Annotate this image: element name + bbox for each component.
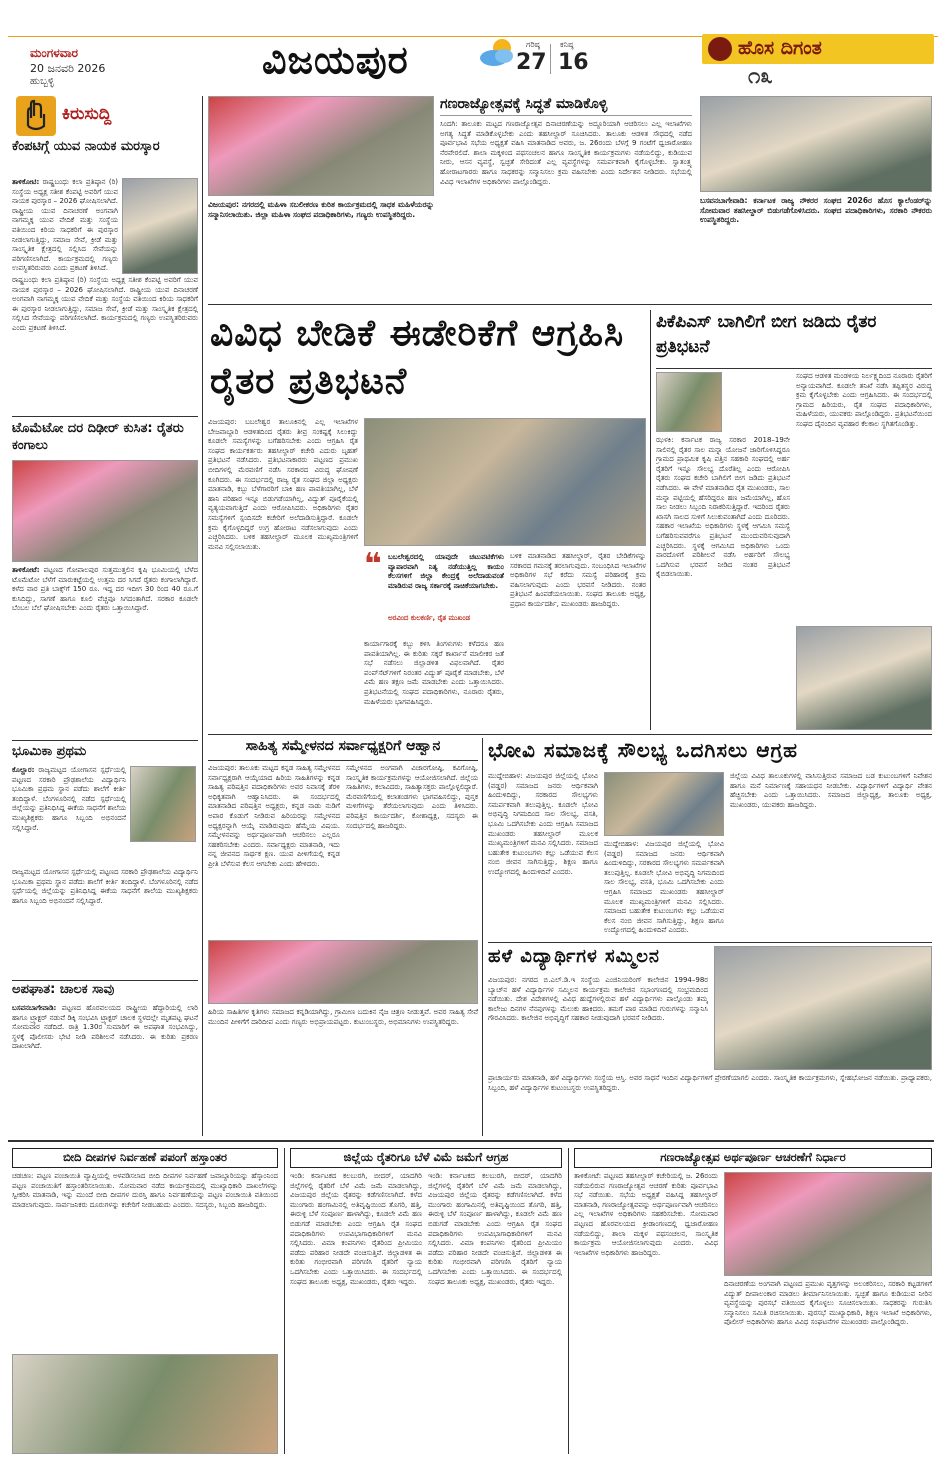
bagewadi-caption: ಬಸವನಬಾಗೇವಾಡಿ: ಕರ್ನಾಟಕ ರಾಜ್ಯ ನೌಕರರ ಸಂಘದ 2026ರ ಹೊಸ ಕ್ಯಾಲೆಂಡರ್‌ನ್ನು ಸೋಮವಾರ ತಹಸೀಲ್ದಾರ್ ಬಿಡುಗಡೆಗೊಳಿಸಿದರು. ಸಂಘದ ಪದಾಧಿಕಾರಿಗಳು, ಸರಕಾರಿ ನೌಕರರು ಉಪಸ್ಥಿತರಿದ್ದರು. [700, 196, 932, 225]
kiru-item-3-body [12, 766, 126, 866]
kiru-item-1-photo [122, 178, 198, 274]
kiru-item-4-body [12, 1004, 198, 1134]
pkps-photo-2 [796, 626, 932, 730]
kiru-item-4-head: ಅಪಘಾತ: ಚಾಲಕ ಸಾವು [12, 982, 115, 997]
beedi-body: ಚಡಚಣ: ಪಟ್ಟಣ ಪಂಚಾಯಿತಿ ವ್ಯಾಪ್ತಿಯಲ್ಲಿ ಅಳವಡಿಸಲಾದ ಬೀದಿ ದೀಪಗಳ ನಿರ್ವಹಣೆ ಜವಾಬ್ದಾರಿಯನ್ನು ಹೆಸ್ಕಾಂನಿಂದ ಪಟ್ಟಣ ಪಂಚಾಯಿತಿಗೆ ಹಸ್ತಾಂತರಿಸಲಾಯಿತು. ಸೋಮವಾರ ನಡೆದ ಕಾರ್ಯಕ್ರಮದಲ್ಲಿ ಮುಖ್ಯಾಧಿಕಾರಿ ದಾಖಲೆಗಳನ್ನು ಸ್ವೀಕರಿಸಿ ಮಾತನಾಡಿ, ಇನ್ನು ಮುಂದೆ ಬೀದಿ ದೀಪಗಳ ದುರಸ್ತಿ ಹಾಗೂ ನಿರ್ವಹಣೆಯನ್ನು ಪಟ್ಟಣ ಪಂಚಾಯಿತಿ ವತಿಯಿಂದ ಮಾಡಲಾಗುವುದು. ಸಾರ್ವಜನಿಕರು ದೂರುಗಳನ್ನು ಕಚೇರಿಗೆ ನೀಡಬಹುದು ಎಂದರು. ಸದಸ್ಯರು, ಸಿಬ್ಬಂದಿ ಹಾಜರಿದ್ದರು. [12, 1172, 278, 1209]
kiru-item-1-head: ಕೆಂಪಟಿಗ್ಗೆ ಯುವ ನಾಯಕ ಮರಸ್ಕಾರ [12, 139, 160, 154]
weather-icon [476, 36, 520, 68]
beedi-headline: ಬೀದಿ ದೀಪಗಳ ನಿರ್ವಹಣೆ ಪಪಂಗೆ ಹಸ್ತಾಂತರ [12, 1148, 278, 1168]
bhovi-photo [604, 772, 724, 836]
masthead-city: ಹುಬ್ಬಳ್ಳಿ [30, 76, 55, 87]
kiru-item-2-text: ಪಟ್ಟಣದ ಗೋಪಾಲಪುರ ಸುತ್ತಮುತ್ತಲಿನ ಕೃಷಿ ಭೂಮಿಯಲ್ಲಿ ಬೆಳೆದ ಟೊಮೆಟೋ ಬೆಳೆಗೆ ಮಾರುಕಟ್ಟೆಯಲ್ಲಿ ಉತ್ತಮ ದರ ಸಿಗದೆ ರೈತರು ಕಂಗಾಲಾಗಿದ್ದಾರೆ. ಕಳೆದ ವಾರ ಪ್ರತಿ ಬಾಕ್ಸ್‌ಗೆ 150 ರೂ. ಇದ್ದ ದರ ಇದೀಗ 30 ರಿಂದ 40 ರೂ.ಗೆ ಕುಸಿದಿದ್ದು, ಸಾಗಣೆ ಹಾಗೂ ಕೂಲಿ ವೆಚ್ಚವೂ ಸಿಗದಂತಾಗಿದೆ. ಸರಕಾರ ಕೂಡಲೇ ಬೆಂಬಲ ಬೆಲೆ ಘೋಷಿಸಬೇಕು ಎಂದು ರೈತರು ಒತ್ತಾಯಿಸಿದ್ದಾರೆ. [12, 566, 198, 613]
kiru-item-3-body-cont [12, 868, 198, 978]
lead-quote [364, 547, 504, 636]
masthead [0, 0, 945, 88]
min-temp-label: ಕನಿಷ್ಠ [560, 40, 574, 49]
hale-photo [714, 946, 932, 1070]
lead-col3: ಬಳಿಕ ಮಾತನಾಡಿದ ತಹಸೀಲ್ದಾರ್, ರೈತರ ಬೇಡಿಕೆಗಳನ್ನು ಸರಕಾರದ ಗಮನಕ್ಕೆ ತರಲಾಗುವುದು. ಸಂಬಂಧಿಸಿದ ಇಲಾಖೆಗಳ ಅಧಿಕಾರಿಗಳ ಸಭೆ ಕರೆದು ಸಮಸ್ಯೆ ಪರಿಹಾರಕ್ಕೆ ಕ್ರಮ ವಹಿಸಲಾಗುವುದು ಎಂದು ಭರವಸೆ ನೀಡಿದರು. ನಂತರ ಪ್ರತಿಭಟನೆ ಹಿಂಪಡೆಯಲಾಯಿತು. ಸಂಘದ ತಾಲೂಕು ಅಧ್ಯಕ್ಷ, ಪ್ರಧಾನ ಕಾರ್ಯದರ್ಶಿ, ಮುಖಂಡರು ಹಾಜರಿದ್ದರು. [510, 552, 646, 608]
women-photo [208, 96, 434, 196]
kiru-item-1-place: ತಾಳಿಕೋಟಿ: [12, 178, 40, 186]
kiru-header [16, 96, 196, 136]
bhovi-headline: ಭೋವಿ ಸಮಾಜಕ್ಕೆ ಸೌಲಭ್ಯ ಒದಗಿಸಲು ಆಗ್ರಹ [488, 738, 798, 762]
kiru-item-4-text: ಪಟ್ಟಣದ ಹೊರವಲಯದ ರಾಷ್ಟ್ರೀಯ ಹೆದ್ದಾರಿಯಲ್ಲಿ ಲಾರಿ ಹಾಗೂ ಟ್ರ್ಯಾಕ್ಟರ್ ನಡುವೆ ಡಿಕ್ಕಿ ಸಂಭವಿಸಿ ಟ್ರ್ಯಾಕ್ಟರ್ ಚಾಲಕ ಸ್ಥಳದಲ್ಲೇ ಮೃತಪಟ್ಟ ಘಟನೆ ಸೋಮವಾರ ನಡೆದಿದೆ. ರಾತ್ರಿ 1.30ರ ಸುಮಾರಿಗೆ ಈ ಅಪಘಾತ ಸಂಭವಿಸಿದ್ದು, ಸ್ಥಳಕ್ಕೆ ಪೊಲೀಸರು ಭೇಟಿ ನೀಡಿ ಪರಿಶೀಲನೆ ನಡೆಸಿದರು. ಈ ಕುರಿತು ಪ್ರಕರಣ ದಾಖಲಾಗಿದೆ. [12, 1004, 198, 1051]
paper-logo [702, 34, 934, 64]
kiru-item-2-body [12, 566, 198, 738]
max-temp: 27 [516, 50, 547, 75]
kiru-item-1-body [12, 178, 118, 274]
quote-icon: ❝ [364, 547, 382, 582]
kiru-item-3-text-cont: ರಾಜ್ಯಮಟ್ಟದ ಯೋಗಾಸನ ಸ್ಪರ್ಧೆಯಲ್ಲಿ ಪಟ್ಟಣದ ಸರಕಾರಿ ಪ್ರೌಢಶಾಲೆಯ ವಿದ್ಯಾರ್ಥಿನಿ ಭೂಮಿಕಾ ಪ್ರಥಮ ಸ್ಥಾನ ಪಡೆದು ಶಾಲೆಗೆ ಕೀರ್ತಿ ತಂದಿದ್ದಾಳೆ. ಬೆಂಗಳೂರಿನಲ್ಲಿ ನಡೆದ ಸ್ಪರ್ಧೆಯಲ್ಲಿ ಜಿಲ್ಲೆಯನ್ನು ಪ್ರತಿನಿಧಿಸಿದ್ದ ಈಕೆಯ ಸಾಧನೆಗೆ ಶಾಲೆಯ ಮುಖ್ಯಶಿಕ್ಷಕರು ಹಾಗೂ ಸಿಬ್ಬಂದಿ ಅಭಿನಂದನೆ ಸಲ್ಲಿಸಿದ್ದಾರೆ. [12, 868, 198, 905]
gana2-body: ತಾಳಿಕೋಟೆ: ಪಟ್ಟಣದ ತಹಸೀಲ್ದಾರ್ ಕಚೇರಿಯಲ್ಲಿ ಜ. 26ರಂದು ನಡೆಯಲಿರುವ ಗಣರಾಜ್ಯೋತ್ಸವ ಆಚರಣೆ ಕುರಿತು ಪೂರ್ವಭಾವಿ ಸಭೆ ನಡೆಯಿತು. ಸಭೆಯ ಅಧ್ಯಕ್ಷತೆ ವಹಿಸಿದ್ದ ತಹಸೀಲ್ದಾರ್ ಮಾತನಾಡಿ, ಗಣರಾಜ್ಯೋತ್ಸವವನ್ನು ಅರ್ಥಪೂರ್ಣವಾಗಿ ಆಚರಿಸಲು ಎಲ್ಲ ಇಲಾಖೆಗಳ ಅಧಿಕಾರಿಗಳು ಸಹಕರಿಸಬೇಕು. ಸೋಮವಾರ ಪಟ್ಟಣದ ಹೊರವಲಯದ ಕ್ರೀಡಾಂಗಣದಲ್ಲಿ ಧ್ವಜಾರೋಹಣ ನಡೆಯಲಿದ್ದು, ಶಾಲಾ ಮಕ್ಕಳ ಪಥಸಂಚಲನ, ಸಾಂಸ್ಕೃತಿಕ ಕಾರ್ಯಕ್ರಮ ಆಯೋಜಿಸಲಾಗುವುದು ಎಂದರು. ವಿವಿಧ ಇಲಾಖೆಗಳ ಅಧಿಕಾರಿಗಳು ಹಾಜರಿದ್ದರು. [574, 1172, 718, 1257]
min-temp: 16 [558, 50, 589, 75]
bhovi-body: ಮುದ್ದೇಬಿಹಾಳ: ವಿಜಯಪುರ ಜಿಲ್ಲೆಯಲ್ಲಿ ಭೋವಿ (ವಡ್ಡರ) ಸಮಾಜದ ಜನರು ಆರ್ಥಿಕವಾಗಿ ಹಿಂದುಳಿದಿದ್ದು, ಸರಕಾರದ ಸೌಲಭ್ಯಗಳು ಸಮರ್ಪಕವಾಗಿ ತಲುಪುತ್ತಿಲ್ಲ. ಕೂಡಲೇ ಭೋವಿ ಅಭಿವೃದ್ಧಿ ನಿಗಮದಿಂದ ಸಾಲ ಸೌಲಭ್ಯ, ವಸತಿ, ಭೂಮಿ ಒದಗಿಸಬೇಕು ಎಂದು ಆಗ್ರಹಿಸಿ ಸಮಾಜದ ಮುಖಂಡರು ತಹಸೀಲ್ದಾರ್ ಮೂಲಕ ಮುಖ್ಯಮಂತ್ರಿಗಳಿಗೆ ಮನವಿ ಸಲ್ಲಿಸಿದರು. ಸಮಾಜದ ಬಹುತೇಕ ಕುಟುಂಬಗಳು ಕಲ್ಲು ಒಡೆಯುವ ಕೆಲಸ ನಂಬಿ ಜೀವನ ಸಾಗಿಸುತ್ತಿದ್ದು, ಶಿಕ್ಷಣ ಹಾಗೂ ಉದ್ಯೋಗದಲ್ಲಿ ಹಿಂದುಳಿದಿವೆ ಎಂದರು. [488, 772, 598, 876]
hand-icon [16, 96, 56, 136]
lead-col2: ಕಾರ್ಯಾಗಾರಕ್ಕೆ ಕಬ್ಬು ಕಳಿಸಿ ತಿಂಗಳುಗಳು ಕಳೆದರೂ ಹಣ ಪಾವತಿಯಾಗಿಲ್ಲ. ಈ ಕುರಿತು ಸಕ್ಕರೆ ಕಾರ್ಖಾನೆ ಮಾಲೀಕರ ಜತೆ ಸಭೆ ನಡೆಸಲು ಜಿಲ್ಲಾಡಳಿತ ವಿಫಲವಾಗಿದೆ. ರೈತರ ಪಂಪ್‌ಸೆಟ್‌ಗಳಿಗೆ ನಿರಂತರ ವಿದ್ಯುತ್ ಪೂರೈಕೆ ಮಾಡಬೇಕು, ಬೆಳೆ ವಿಮೆ ಹಣ ತಕ್ಷಣ ಜಮೆ ಮಾಡಬೇಕು ಎಂದು ಒತ್ತಾಯಿಸಿದರು. ಪ್ರತಿಭಟನೆಯಲ್ಲಿ ಸಂಘದ ಪದಾಧಿಕಾರಿಗಳು, ನೂರಾರು ರೈತರು, ಮಹಿಳೆಯರು ಭಾಗವಹಿಸಿದ್ದರು. [364, 640, 504, 706]
kiru-item-2-place: ತಾಳಿಕೋಟೆ: [12, 566, 40, 574]
hale-body: ವಿಜಯಪುರ: ನಗರದ ಬಿ.ಎಲ್.ಡಿ.ಇ ಸಂಸ್ಥೆಯ ಎಂಜಿನಿಯರಿಂಗ್ ಕಾಲೇಜಿನ 1994–98ರ ಬ್ಯಾಚ್‌ನ ಹಳೆ ವಿದ್ಯಾರ್ಥಿಗಳ ಸಮ್ಮಿಲನ ಕಾರ್ಯಕ್ರಮ ಕಾಲೇಜಿನ ಸಭಾಂಗಣದಲ್ಲಿ ಸಂಭ್ರಮದಿಂದ ನಡೆಯಿತು. ದೇಶ ವಿದೇಶಗಳಲ್ಲಿ ವಿವಿಧ ಹುದ್ದೆಗಳಲ್ಲಿರುವ ಹಳೆ ವಿದ್ಯಾರ್ಥಿಗಳು ಪಾಲ್ಗೊಂಡು ತಮ್ಮ ಕಾಲೇಜು ದಿನಗಳ ನೆನಪುಗಳನ್ನು ಮೆಲುಕು ಹಾಕಿದರು. ತಮಗೆ ಪಾಠ ಮಾಡಿದ ಗುರುಗಳನ್ನು ಸನ್ಮಾನಿಸಿ ಗೌರವಿಸಿದರು. ಕಾಲೇಜಿನ ಅಭಿವೃದ್ಧಿಗೆ ಸಹಕಾರ ನೀಡುವುದಾಗಿ ಭರವಸೆ ನೀಡಿದರು. [488, 976, 708, 1023]
sahitya-headline: ಸಾಹಿತ್ಯ ಸಮ್ಮೇಳನದ ಸರ್ವಾಧ್ಯಕ್ಷರಿಗೆ ಆಹ್ವಾನ [245, 738, 441, 754]
kiru-item-1-text: ರಾಷ್ಟ್ರಬಂಧು ಕಲಾ ಪ್ರತಿಷ್ಠಾನ (ರಿ) ಸಂಸ್ಥೆಯ ಅಧ್ಯಕ್ಷ ಸತೀಶ ಕೆಂಪಟ್ಟಿ ಅವರಿಗೆ ಯುವ ನಾಯಕ ಪುರಸ್ಕಾರ – 2026 ಘೋಷಿಸಲಾಗಿದೆ. ರಾಷ್ಟ್ರೀಯ ಯುವ ದಿನಾಚರಣೆ ಅಂಗವಾಗಿ ನಾಗಮ್ಮಕ್ಕ ಯುವ ವೇದಿಕೆ ಮತ್ತು ಸಂಸ್ಥೆಯ ವತಿಯಿಂದ ಕಿರಿಯ ಸಾಧಕರಿಗೆ ಈ ಪುರಸ್ಕಾರ ನೀಡಲಾಗುತ್ತಿದ್ದು, ಸಮಾಜ ಸೇವೆ, ಕ್ರೀಡೆ ಮತ್ತು ಸಾಂಸ್ಕೃತಿಕ ಕ್ಷೇತ್ರದಲ್ಲಿ ಸಲ್ಲಿಸಿದ ಸೇವೆಯನ್ನು ಪರಿಗಣಿಸಲಾಗಿದೆ. ಕಾರ್ಯಕ್ರಮದಲ್ಲಿ ಗಣ್ಯರು ಉಪಸ್ಥಿತರಿರುವರು ಎಂದು ಪ್ರಕಟಣೆ ತಿಳಿಸಿದೆ. [12, 178, 118, 273]
gana2-body2: ದಿನಾಚರಣೆಯ ಅಂಗವಾಗಿ ಪಟ್ಟಣದ ಪ್ರಮುಖ ವೃತ್ತಗಳನ್ನು ಅಲಂಕರಿಸಲು, ಸರಕಾರಿ ಕಟ್ಟಡಗಳಿಗೆ ವಿದ್ಯುತ್ ದೀಪಾಲಂಕಾರ ಮಾಡಲು ತೀರ್ಮಾನಿಸಲಾಯಿತು. ಸ್ವಚ್ಛತೆ ಹಾಗೂ ಕುಡಿಯುವ ನೀರಿನ ವ್ಯವಸ್ಥೆಯನ್ನು ಪುರಸಭೆ ವತಿಯಿಂದ ಕೈಗೊಳ್ಳಲು ಸೂಚಿಸಲಾಯಿತು. ಸಾಧಕರನ್ನು ಗುರುತಿಸಿ ಸನ್ಮಾನಿಸಲು ಸಮಿತಿ ರಚಿಸಲಾಯಿತು. ಪುರಸಭೆ ಮುಖ್ಯಾಧಿಕಾರಿ, ಶಿಕ್ಷಣ ಇಲಾಖೆ ಅಧಿಕಾರಿಗಳು, ಪೊಲೀಸ್ ಅಧಿಕಾರಿಗಳು ಹಾಗೂ ವಿವಿಧ ಸಂಘಟನೆಗಳ ಮುಖಂಡರು ಪಾಲ್ಗೊಂಡಿದ್ದರು. [724, 1280, 932, 1327]
page-number: ೧೩ [748, 64, 773, 89]
hale-body2: ಪ್ರಾಚಾರ್ಯರು ಮಾತನಾಡಿ, ಹಳೆ ವಿದ್ಯಾರ್ಥಿಗಳು ಸಂಸ್ಥೆಯ ಆಸ್ತಿ. ಅವರ ಸಾಧನೆ ಇಂದಿನ ವಿದ್ಯಾರ್ಥಿಗಳಿಗೆ ಪ್ರೇರಣೆಯಾಗಲಿ ಎಂದರು. ಸಾಂಸ್ಕೃತಿಕ ಕಾರ್ಯಕ್ರಮಗಳು, ಸ್ನೇಹಭೋಜನ ನಡೆಯಿತು. ಪ್ರಾಧ್ಯಾಪಕರು, ಸಿಬ್ಬಂದಿ, ಹಳೆ ವಿದ್ಯಾರ್ಥಿಗಳ ಕುಟುಂಬಸ್ಥರು ಉಪಸ್ಥಿತರಿದ್ದರು. [488, 1074, 932, 1092]
lead-quote-by: ಅರವಿಂದ ಕುಲಕರ್ಣಿ, ರೈತ ಮುಖಂಡ [388, 614, 471, 622]
sahitya-photo [208, 940, 478, 1004]
pkps-body2: ಸಂಘದ ಆಡಳಿತ ಮಂಡಳಿಯ ನಿರ್ಲಕ್ಷ್ಯದಿಂದ ನೂರಾರು ರೈತರಿಗೆ ಅನ್ಯಾಯವಾಗಿದೆ. ಕೂಡಲೇ ತನಿಖೆ ನಡೆಸಿ ತಪ್ಪಿತಸ್ಥರ ವಿರುದ್ಧ ಕ್ರಮ ಕೈಗೊಳ್ಳಬೇಕು ಎಂದು ಆಗ್ರಹಿಸಿದರು. ಈ ಸಂದರ್ಭದಲ್ಲಿ ಗ್ರಾಮದ ಹಿರಿಯರು, ರೈತ ಸಂಘದ ಪದಾಧಿಕಾರಿಗಳು, ಮಹಿಳೆಯರು, ಯುವಕರು ಪಾಲ್ಗೊಂಡಿದ್ದರು. ಪ್ರತಿಭಟನೆಯಿಂದ ಸಂಘದ ದೈನಂದಿನ ವ್ಯವಹಾರ ಕೆಲಕಾಲ ಸ್ಥಗಿತಗೊಂಡಿತ್ತು. [796, 372, 932, 428]
bagewadi-photo [700, 96, 932, 192]
kiru-item-2-head: ಟೊಮೆಟೋ ದರ ದಿಢೀರ್ ಕುಸಿತ: ರೈತರು ಕಂಗಾಲು [12, 421, 184, 453]
kiru-item-3-text: ರಾಜ್ಯಮಟ್ಟದ ಯೋಗಾಸನ ಸ್ಪರ್ಧೆಯಲ್ಲಿ ಪಟ್ಟಣದ ಸರಕಾರಿ ಪ್ರೌಢಶಾಲೆಯ ವಿದ್ಯಾರ್ಥಿನಿ ಭೂಮಿಕಾ ಪ್ರಥಮ ಸ್ಥಾನ ಪಡೆದು ಶಾಲೆಗೆ ಕೀರ್ತಿ ತಂದಿದ್ದಾಳೆ. ಬೆಂಗಳೂರಿನಲ್ಲಿ ನಡೆದ ಸ್ಪರ್ಧೆಯಲ್ಲಿ ಜಿಲ್ಲೆಯನ್ನು ಪ್ರತಿನಿಧಿಸಿದ್ದ ಈಕೆಯ ಸಾಧನೆಗೆ ಶಾಲೆಯ ಮುಖ್ಯಶಿಕ್ಷಕರು ಹಾಗೂ ಸಿಬ್ಬಂದಿ ಅಭಿನಂದನೆ ಸಲ್ಲಿಸಿದ್ದಾರೆ. [12, 766, 126, 832]
beedi-photo [12, 1354, 278, 1454]
bhovi-body2: ಜಿಲ್ಲೆಯ ವಿವಿಧ ತಾಲೂಕುಗಳಲ್ಲಿ ವಾಸಿಸುತ್ತಿರುವ ಸಮಾಜದ ಬಡ ಕುಟುಂಬಗಳಿಗೆ ನಿವೇಶನ ಹಾಗೂ ಮನೆ ನಿರ್ಮಾಣಕ್ಕೆ ಸಹಾಯಧನ ನೀಡಬೇಕು. ವಿದ್ಯಾರ್ಥಿಗಳಿಗೆ ವಿದ್ಯಾರ್ಥಿ ವೇತನ ಹೆಚ್ಚಿಸಬೇಕು ಎಂದು ಒತ್ತಾಯಿಸಿದರು. ಸಮಾಜದ ಜಿಲ್ಲಾಧ್ಯಕ್ಷ, ತಾಲೂಕು ಅಧ್ಯಕ್ಷ, ಮುಖಂಡರು, ಯುವಕರು ಹಾಜರಿದ್ದರು. [730, 772, 932, 809]
gana-headline: ಗಣರಾಜ್ಯೋತ್ಸವಕ್ಕೆ ಸಿದ್ಧತೆ ಮಾಡಿಕೊಳ್ಳಿ [440, 96, 692, 116]
kiru-title: ಕಿರುಸುದ್ದಿ [62, 104, 112, 124]
pkps-photo-1 [656, 372, 722, 432]
sahitya-body: ವಿಜಯಪುರ: ತಾಲೂಕು ಮಟ್ಟದ ಕನ್ನಡ ಸಾಹಿತ್ಯ ಸಮ್ಮೇಳನದ ಸರ್ವಾಧ್ಯಕ್ಷರಾಗಿ ಆಯ್ಕೆಯಾದ ಹಿರಿಯ ಸಾಹಿತಿಗಳನ್ನು ಕನ್ನಡ ಸಾಹಿತ್ಯ ಪರಿಷತ್ತಿನ ಪದಾಧಿಕಾರಿಗಳು ಅವರ ನಿವಾಸಕ್ಕೆ ತೆರಳಿ ಅಧಿಕೃತವಾಗಿ ಆಹ್ವಾನಿಸಿದರು. ಈ ಸಂದರ್ಭದಲ್ಲಿ ಮಾತನಾಡಿದ ಪರಿಷತ್ತಿನ ಅಧ್ಯಕ್ಷರು, ಕನ್ನಡ ನಾಡು ನುಡಿಗೆ ಅಪಾರ ಕೊಡುಗೆ ನೀಡಿರುವ ಹಿರಿಯರನ್ನು ಸಮ್ಮೇಳನದ ಅಧ್ಯಕ್ಷರನ್ನಾಗಿ ಆಯ್ಕೆ ಮಾಡಿರುವುದು ಹೆಮ್ಮೆಯ ವಿಷಯ. ಸಮ್ಮೇಳನವನ್ನು ಅರ್ಥಪೂರ್ಣವಾಗಿ ಆಚರಿಸಲು ಎಲ್ಲರೂ ಸಹಕರಿಸಬೇಕು ಎಂದರು. ಸರ್ವಾಧ್ಯಕ್ಷರು ಮಾತನಾಡಿ, ಇದು ನನ್ನ ಜೀವನದ ಸಾರ್ಥಕ ಕ್ಷಣ. ಯುವ ಪೀಳಿಗೆಯಲ್ಲಿ ಕನ್ನಡ ಪ್ರೀತಿ ಬೆಳೆಸುವ ಕೆಲಸ ಆಗಬೇಕು ಎಂದು ಹೇಳಿದರು. [208, 764, 340, 868]
lead-photo [364, 418, 646, 546]
gana2-photo [724, 1172, 932, 1276]
kiru-item-3-place: ಕೊಲ್ಹಾರ: [12, 766, 35, 774]
jille-body-cont: ಇಂಡಿ: ಕರ್ನಾಟಕದ ಕಲಬುರಗಿ, ಬೀದರ್, ಯಾದಗಿರಿ ಜಿಲ್ಲೆಗಳಲ್ಲಿ ರೈತರಿಗೆ ಬೆಳೆ ವಿಮೆ ಜಮೆ ಮಾಡಲಾಗಿದ್ದು, ವಿಜಯಪುರ ಜಿಲ್ಲೆಯ ರೈತರನ್ನು ಕಡೆಗಣಿಸಲಾಗಿದೆ. ಕಳೆದ ಮುಂಗಾರು ಹಂಗಾಮಿನಲ್ಲಿ ಅತಿವೃಷ್ಟಿಯಿಂದ ತೊಗರಿ, ಹತ್ತಿ, ಈರುಳ್ಳಿ ಬೆಳೆ ಸಂಪೂರ್ಣ ಹಾಳಾಗಿದ್ದು, ಕೂಡಲೇ ವಿಮೆ ಹಣ ಬಿಡುಗಡೆ ಮಾಡಬೇಕು ಎಂದು ಆಗ್ರಹಿಸಿ ರೈತ ಸಂಘದ ಪದಾಧಿಕಾರಿಗಳು ಉಪವಿಭಾಗಾಧಿಕಾರಿಗಳಿಗೆ ಮನವಿ ಸಲ್ಲಿಸಿದರು. ವಿಮಾ ಕಂಪನಿಗಳು ರೈತರಿಂದ ಪ್ರೀಮಿಯಂ ಪಡೆದು ಪರಿಹಾರ ನೀಡದೇ ವಂಚಿಸುತ್ತಿವೆ. ಜಿಲ್ಲಾಡಳಿತ ಈ ಕುರಿತು ಗಂಭೀರವಾಗಿ ಪರಿಗಣಿಸಿ ರೈತರಿಗೆ ನ್ಯಾಯ ಒದಗಿಸಬೇಕು ಎಂದು ಒತ್ತಾಯಿಸಿದರು. ಈ ಸಂದರ್ಭದಲ್ಲಿ ಸಂಘದ ತಾಲೂಕು ಅಧ್ಯಕ್ಷ, ಮುಖಂಡರು, ರೈತರು ಇದ್ದರು. [428, 1172, 562, 1286]
kiru-column [12, 96, 198, 1014]
kiru-item-3-head: ಭೂಮಿಕಾ ಪ್ರಥಮ [12, 744, 87, 759]
pkps-headline: ಪಿಕೆಪಿಎಸ್ ಬಾಗಿಲಿಗೆ ಬೀಗ ಜಡಿದು ರೈತರ ಪ್ರತಿಭಟನೆ [656, 312, 877, 357]
bhovi-body-cont: ಮುದ್ದೇಬಿಹಾಳ: ವಿಜಯಪುರ ಜಿಲ್ಲೆಯಲ್ಲಿ ಭೋವಿ (ವಡ್ಡರ) ಸಮಾಜದ ಜನರು ಆರ್ಥಿಕವಾಗಿ ಹಿಂದುಳಿದಿದ್ದು, ಸರಕಾರದ ಸೌಲಭ್ಯಗಳು ಸಮರ್ಪಕವಾಗಿ ತಲುಪುತ್ತಿಲ್ಲ. ಕೂಡಲೇ ಭೋವಿ ಅಭಿವೃದ್ಧಿ ನಿಗಮದಿಂದ ಸಾಲ ಸೌಲಭ್ಯ, ವಸತಿ, ಭೂಮಿ ಒದಗಿಸಬೇಕು ಎಂದು ಆಗ್ರಹಿಸಿ ಸಮಾಜದ ಮುಖಂಡರು ತಹಸೀಲ್ದಾರ್ ಮೂಲಕ ಮುಖ್ಯಮಂತ್ರಿಗಳಿಗೆ ಮನವಿ ಸಲ್ಲಿಸಿದರು. ಸಮಾಜದ ಬಹುತೇಕ ಕುಟುಂಬಗಳು ಕಲ್ಲು ಒಡೆಯುವ ಕೆಲಸ ನಂಬಿ ಜೀವನ ಸಾಗಿಸುತ್ತಿದ್ದು, ಶಿಕ್ಷಣ ಹಾಗೂ ಉದ್ಯೋಗದಲ್ಲಿ ಹಿಂದುಳಿದಿವೆ ಎಂದರು. [604, 840, 724, 935]
jille-headline: ಜಿಲ್ಲೆಯ ರೈತರಿಗೂ ಬೆಳೆ ವಿಮೆ ಜಮೆಗೆ ಆಗ್ರಹ [290, 1148, 562, 1168]
lead-headline: ವಿವಿಧ ಬೇಡಿಕೆ ಈಡೇರಿಕೆಗೆ ಆಗ್ರಹಿಸಿ ರೈತರ ಪ್ರತಿಭಟನೆ [210, 313, 625, 402]
kiru-item-1-body-cont [12, 276, 198, 412]
sahitya-body2: ಸಮ್ಮೇಳನದ ಅಂಗವಾಗಿ ವಿಚಾರಗೋಷ್ಠಿ, ಕವಿಗೋಷ್ಠಿ, ಸಾಂಸ್ಕೃತಿಕ ಕಾರ್ಯಕ್ರಮಗಳನ್ನು ಆಯೋಜಿಸಲಾಗಿದೆ. ಜಿಲ್ಲೆಯ ಸಾಹಿತಿಗಳು, ಕಲಾವಿದರು, ಸಾಹಿತ್ಯಾಸಕ್ತರು ಪಾಲ್ಗೊಳ್ಳಲಿದ್ದಾರೆ. ಮೆರವಣಿಗೆಯಲ್ಲಿ ಕಲಾತಂಡಗಳು ಭಾಗವಹಿಸಲಿದ್ದು, ಪುಸ್ತಕ ಮಳಿಗೆಗಳನ್ನು ತೆರೆಯಲಾಗುವುದು ಎಂದು ತಿಳಿಸಿದರು. ಪರಿಷತ್ತಿನ ಕಾರ್ಯದರ್ಶಿ, ಕೋಶಾಧ್ಯಕ್ಷ, ಸದಸ್ಯರು ಈ ಸಂದರ್ಭದಲ್ಲಿ ಹಾಜರಿದ್ದರು. [346, 764, 478, 830]
gana-body: ಸಿಂದಗಿ: ತಾಲೂಕು ಮಟ್ಟದ ಗಣರಾಜ್ಯೋತ್ಸವ ದಿನಾಚರಣೆಯನ್ನು ಅದ್ದೂರಿಯಾಗಿ ಆಚರಿಸಲು ಎಲ್ಲ ಇಲಾಖೆಗಳು ಅಗತ್ಯ ಸಿದ್ಧತೆ ಮಾಡಿಕೊಳ್ಳಬೇಕು ಎಂದು ತಹಸೀಲ್ದಾರ್ ಸೂಚಿಸಿದರು. ತಾಲೂಕು ಆಡಳಿತ ಸೌಧದಲ್ಲಿ ನಡೆದ ಪೂರ್ವಭಾವಿ ಸಭೆಯ ಅಧ್ಯಕ್ಷತೆ ವಹಿಸಿ ಮಾತನಾಡಿದ ಅವರು, ಜ. 26ರಂದು ಬೆಳಗ್ಗೆ 9 ಗಂಟೆಗೆ ಧ್ವಜಾರೋಹಣ ನೆರವೇರಲಿದೆ. ಶಾಲಾ ಮಕ್ಕಳಿಂದ ಪಥಸಂಚಲನ ಹಾಗೂ ಸಾಂಸ್ಕೃತಿಕ ಕಾರ್ಯಕ್ರಮಗಳು ನಡೆಯಲಿದ್ದು, ಕುಡಿಯುವ ನೀರು, ಆಸನ ವ್ಯವಸ್ಥೆ, ಸ್ವಚ್ಛತೆ ಸೇರಿದಂತೆ ಎಲ್ಲ ವ್ಯವಸ್ಥೆಗಳನ್ನು ಸಮರ್ಪಕವಾಗಿ ಕೈಗೊಳ್ಳಬೇಕು. ಸ್ವಾತಂತ್ರ್ಯ ಹೋರಾಟಗಾರರು ಹಾಗೂ ಸಾಧಕರನ್ನು ಸನ್ಮಾನಿಸಲು ಕ್ರಮ ವಹಿಸಬೇಕು ಎಂದು ನಿರ್ದೇಶನ ನೀಡಿದರು. ಸಭೆಯಲ್ಲಿ ವಿವಿಧ ಇಲಾಖೆಗಳ ಅಧಿಕಾರಿಗಳು ಪಾಲ್ಗೊಂಡಿದ್ದರು. [440, 120, 692, 186]
masthead-weekday: ಮಂಗಳವಾರ [30, 46, 79, 60]
kiru-item-1-text-cont: ರಾಷ್ಟ್ರಬಂಧು ಕಲಾ ಪ್ರತಿಷ್ಠಾನ (ರಿ) ಸಂಸ್ಥೆಯ ಅಧ್ಯಕ್ಷ ಸತೀಶ ಕೆಂಪಟ್ಟಿ ಅವರಿಗೆ ಯುವ ನಾಯಕ ಪುರಸ್ಕಾರ – 2026 ಘೋಷಿಸಲಾಗಿದೆ. ರಾಷ್ಟ್ರೀಯ ಯುವ ದಿನಾಚರಣೆ ಅಂಗವಾಗಿ ನಾಗಮ್ಮಕ್ಕ ಯುವ ವೇದಿಕೆ ಮತ್ತು ಸಂಸ್ಥೆಯ ವತಿಯಿಂದ ಕಿರಿಯ ಸಾಧಕರಿಗೆ ಈ ಪುರಸ್ಕಾರ ನೀಡಲಾಗುತ್ತಿದ್ದು, ಸಮಾಜ ಸೇವೆ, ಕ್ರೀಡೆ ಮತ್ತು ಸಾಂಸ್ಕೃತಿಕ ಕ್ಷೇತ್ರದಲ್ಲಿ ಸಲ್ಲಿಸಿದ ಸೇವೆಯನ್ನು ಪರಿಗಣಿಸಲಾಗಿದೆ. ಕಾರ್ಯಕ್ರಮದಲ್ಲಿ ಗಣ್ಯರು ಉಪಸ್ಥಿತರಿರುವರು ಎಂದು ಪ್ರಕಟಣೆ ತಿಳಿಸಿದೆ. [12, 276, 198, 332]
pkps-body: ಝಳಕಿ: ಕರ್ನಾಟಕ ರಾಜ್ಯ ಸರಕಾರ 2018–19ನೇ ಸಾಲಿನಲ್ಲಿ ರೈತರ ಸಾಲ ಮನ್ನಾ ಯೋಜನೆ ಜಾರಿಗೊಳಿಸಿದ್ದರೂ ಗ್ರಾಮದ ಪ್ರಾಥಮಿಕ ಕೃಷಿ ಪತ್ತಿನ ಸಹಕಾರಿ ಸಂಘದಲ್ಲಿ ಅರ್ಹ ರೈತರಿಗೆ ಇನ್ನೂ ಸೌಲಭ್ಯ ದೊರೆತಿಲ್ಲ ಎಂದು ಆರೋಪಿಸಿ ರೈತರು ಸಂಘದ ಕಚೇರಿ ಬಾಗಿಲಿಗೆ ಬೀಗ ಜಡಿದು ಪ್ರತಿಭಟನೆ ನಡೆಸಿದರು. ಈ ವೇಳೆ ಮಾತನಾಡಿದ ರೈತ ಮುಖಂಡರು, ಸಾಲ ಮನ್ನಾ ಪಟ್ಟಿಯಲ್ಲಿ ಹೆಸರಿದ್ದರೂ ಹಣ ಜಮೆಯಾಗಿಲ್ಲ, ಹೊಸ ಸಾಲ ನೀಡಲು ಸಿಬ್ಬಂದಿ ನಿರಾಕರಿಸುತ್ತಿದ್ದಾರೆ. ಇದರಿಂದ ರೈತರು ಖಾಸಗಿ ಸಾಲದ ಸುಳಿಗೆ ಸಿಲುಕುವಂತಾಗಿದೆ ಎಂದು ದೂರಿದರು. ಸಹಕಾರ ಇಲಾಖೆಯ ಅಧಿಕಾರಿಗಳು ಸ್ಥಳಕ್ಕೆ ಆಗಮಿಸಿ ಸಮಸ್ಯೆ ಬಗೆಹರಿಸುವವರೆಗೂ ಪ್ರತಿಭಟನೆ ಮುಂದುವರಿಸುವುದಾಗಿ ಎಚ್ಚರಿಸಿದರು. ಸ್ಥಳಕ್ಕೆ ಆಗಮಿಸಿದ ಅಧಿಕಾರಿಗಳು ಒಂದು ವಾರದೊಳಗೆ ಪರಿಶೀಲನೆ ನಡೆಸಿ ಅರ್ಹರಿಗೆ ಸೌಲಭ್ಯ ಒದಗಿಸುವ ಭರವಸೆ ನೀಡಿದ ನಂತರ ಪ್ರತಿಭಟನೆ ಕೈಬಿಡಲಾಯಿತು. [656, 436, 790, 579]
kiru-item-2-photo [12, 460, 198, 562]
max-temp-label: ಗರಿಷ್ಠ [526, 40, 540, 49]
paper-name: ಹೊಸ ದಿಗಂತ [738, 37, 822, 59]
hale-headline: ಹಳೆ ವಿದ್ಯಾರ್ಥಿಗಳ ಸಮ್ಮಿಲನ [488, 946, 660, 967]
women-caption: ವಿಜಯಪುರ: ನಗರದಲ್ಲಿ ಮಹಿಳಾ ಸಬಲೀಕರಣ ಕುರಿತ ಕಾರ್ಯಕ್ರಮದಲ್ಲಿ ಸಾಧಕ ಮಹಿಳೆಯರನ್ನು ಸನ್ಮಾನಿಸಲಾಯಿತು. ಜಿಲ್ಲಾ ಮಹಿಳಾ ಸಂಘದ ಪದಾಧಿಕಾರಿಗಳು, ಗಣ್ಯರು ಉಪಸ್ಥಿತರಿದ್ದರು. [208, 200, 434, 219]
kiru-item-3-photo [130, 766, 196, 842]
gana2-headline: ಗಣರಾಜ್ಯೋತ್ಸವ ಅರ್ಥಪೂರ್ಣ ಆಚರಣೆಗೆ ನಿರ್ಧಾರ [574, 1148, 932, 1168]
lead-quote-text: ಬಬಲೇಶ್ವರದಲ್ಲಿ ಯಾವುದೇ ಚಟುವಟಿಕೆಗಳು ವ್ಯಾಪಾರವಾಗಿ ನಿತ್ಯ ನಡೆಯುತ್ತಿಲ್ಲ ಕಾಯಂ ಕೆಲಸಗಳಿಗೆ ಜಿಲ್ಲಾ ಕೇಂದ್ರಕ್ಕೆ ಅಲೆದಾಡುವಂತೆ ಮಾಡಿರುವ ರಾಜ್ಯ ಸರ್ಕಾರಕ್ಕೆ ನಾಚಿಕೆಯಾಗಬೇಕು. [388, 552, 504, 590]
edition-name: ವಿಜಯಪುರ [262, 38, 409, 82]
paper-emblem-icon [708, 37, 732, 61]
lead-col1: ವಿಜಯಪುರ: ಬಬಲೇಶ್ವರ ತಾಲೂಕಿನಲ್ಲಿ ಎಲ್ಲ ಇಲಾಖೆಗಳ ಬೇಜವಾಬ್ದಾರಿ ಆಡಳಿತದಿಂದ ರೈತರು ತೀವ್ರ ಸಂಕಷ್ಟಕ್ಕೆ ಸಿಲುಕಿದ್ದು ಕೂಡಲೇ ಸಮಸ್ಯೆಗಳನ್ನು ಬಗೆಹರಿಸಬೇಕು ಎಂದು ಆಗ್ರಹಿಸಿ ರೈತ ಸಂಘದ ಕಾರ್ಯಕರ್ತರು ತಹಸೀಲ್ದಾರ್ ಕಚೇರಿ ಎದುರು ಬೃಹತ್ ಪ್ರತಿಭಟನೆ ನಡೆಸಿದರು. ಪ್ರತಿಭಟನಾಕಾರರು ಪಟ್ಟಣದ ಪ್ರಮುಖ ಬೀದಿಗಳಲ್ಲಿ ಮೆರವಣಿಗೆ ನಡೆಸಿ ಸರಕಾರದ ವಿರುದ್ಧ ಘೋಷಣೆ ಕೂಗಿದರು. ಈ ಸಂದರ್ಭದಲ್ಲಿ ರಾಜ್ಯ ರೈತ ಸಂಘದ ಜಿಲ್ಲಾ ಅಧ್ಯಕ್ಷರು ಮಾತನಾಡಿ, ಕಬ್ಬು ಬೆಳೆಗಾರರಿಗೆ ಬಾಕಿ ಹಣ ಪಾವತಿಯಾಗಿಲ್ಲ, ಬೆಳೆ ಹಾನಿ ಪರಿಹಾರ ಇನ್ನೂ ಬಿಡುಗಡೆಯಾಗಿಲ್ಲ, ವಿದ್ಯುತ್ ಪೂರೈಕೆಯಲ್ಲಿ ವ್ಯತ್ಯಯವಾಗುತ್ತಿದೆ ಎಂದು ಆರೋಪಿಸಿದರು. ಅಧಿಕಾರಿಗಳು ರೈತರ ಸಮಸ್ಯೆಗಳಿಗೆ ಸ್ಪಂದಿಸದೇ ಕಚೇರಿಗೆ ಅಲೆದಾಡಿಸುತ್ತಿದ್ದಾರೆ. ಕೂಡಲೇ ಕ್ರಮ ಕೈಗೊಳ್ಳದಿದ್ದರೆ ಉಗ್ರ ಹೋರಾಟ ನಡೆಸಲಾಗುವುದು ಎಂದು ಎಚ್ಚರಿಸಿದರು. ಬಳಿಕ ತಹಸೀಲ್ದಾರ್ ಮೂಲಕ ಮುಖ್ಯಮಂತ್ರಿಗಳಿಗೆ ಮನವಿ ಸಲ್ಲಿಸಲಾಯಿತು. [208, 418, 358, 551]
masthead-date: 20 ಜನವರಿ 2026 [30, 62, 106, 75]
kiru-item-4-place: ಬಸವನಬಾಗೇವಾಡಿ: [12, 1004, 57, 1012]
sahitya-body3: ಹಿರಿಯ ಸಾಹಿತಿಗಳ ಕೃತಿಗಳು ಸಮಾಜದ ಕನ್ನಡಿಯಾಗಿದ್ದು, ಗ್ರಾಮೀಣ ಬದುಕಿನ ನೈಜ ಚಿತ್ರಣ ನೀಡುತ್ತವೆ. ಅವರ ಸಾಹಿತ್ಯ ಸೇವೆ ಮುಂದಿನ ಪೀಳಿಗೆಗೆ ದಾರಿದೀಪ ಎಂದು ಗಣ್ಯರು ಅಭಿಪ್ರಾಯಪಟ್ಟರು. ಕುಟುಂಬಸ್ಥರು, ಅಭಿಮಾನಿಗಳು ಉಪಸ್ಥಿತರಿದ್ದರು. [208, 1008, 478, 1026]
jille-body: ಇಂಡಿ: ಕರ್ನಾಟಕದ ಕಲಬುರಗಿ, ಬೀದರ್, ಯಾದಗಿರಿ ಜಿಲ್ಲೆಗಳಲ್ಲಿ ರೈತರಿಗೆ ಬೆಳೆ ವಿಮೆ ಜಮೆ ಮಾಡಲಾಗಿದ್ದು, ವಿಜಯಪುರ ಜಿಲ್ಲೆಯ ರೈತರನ್ನು ಕಡೆಗಣಿಸಲಾಗಿದೆ. ಕಳೆದ ಮುಂಗಾರು ಹಂಗಾಮಿನಲ್ಲಿ ಅತಿವೃಷ್ಟಿಯಿಂದ ತೊಗರಿ, ಹತ್ತಿ, ಈರುಳ್ಳಿ ಬೆಳೆ ಸಂಪೂರ್ಣ ಹಾಳಾಗಿದ್ದು, ಕೂಡಲೇ ವಿಮೆ ಹಣ ಬಿಡುಗಡೆ ಮಾಡಬೇಕು ಎಂದು ಆಗ್ರಹಿಸಿ ರೈತ ಸಂಘದ ಪದಾಧಿಕಾರಿಗಳು ಉಪವಿಭಾಗಾಧಿಕಾರಿಗಳಿಗೆ ಮನವಿ ಸಲ್ಲಿಸಿದರು. ವಿಮಾ ಕಂಪನಿಗಳು ರೈತರಿಂದ ಪ್ರೀಮಿಯಂ ಪಡೆದು ಪರಿಹಾರ ನೀಡದೇ ವಂಚಿಸುತ್ತಿವೆ. ಜಿಲ್ಲಾಡಳಿತ ಈ ಕುರಿತು ಗಂಭೀರವಾಗಿ ಪರಿಗಣಿಸಿ ರೈತರಿಗೆ ನ್ಯಾಯ ಒದಗಿಸಬೇಕು ಎಂದು ಒತ್ತಾಯಿಸಿದರು. ಈ ಸಂದರ್ಭದಲ್ಲಿ ಸಂಘದ ತಾಲೂಕು ಅಧ್ಯಕ್ಷ, ಮುಖಂಡರು, ರೈತರು ಇದ್ದರು. [290, 1172, 422, 1286]
